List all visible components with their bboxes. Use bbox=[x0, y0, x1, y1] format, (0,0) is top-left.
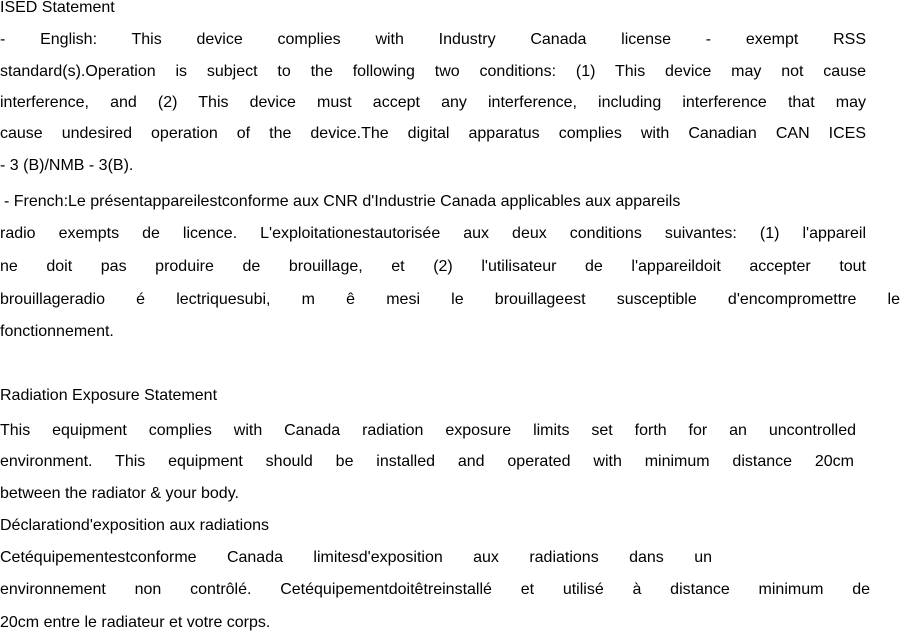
ised-english-line: standard(s).Operation is subject to the following two conditions: (1) This device may not cause bbox=[0, 63, 866, 80]
ised-french-line: - French:Le présentappareilestconforme aux CNR d'Industrie Canada applicables aux appareils bbox=[4, 193, 681, 210]
ised-french-line: ne doit pas produire de brouillage, et (2) l'utilisateur de l'appareildoit accepter tout bbox=[0, 258, 866, 275]
radiation-french-line: Cetéquipementestconforme Canada limitesd'exposition aux radiations dans un bbox=[0, 549, 712, 566]
ised-english-line: - 3 (B)/NMB - 3(B). bbox=[0, 157, 134, 174]
ised-french-line: brouillageradio é lectriquesubi, m ê mesi le brouillageest susceptible d'encompromettre le bbox=[0, 291, 900, 308]
ised-french-line: radio exempts de licence. L'exploitationestautorisée aux deux conditions suivantes: (1) l'appareil bbox=[0, 225, 866, 242]
radiation-english-line: This equipment complies with Canada radiation exposure limits set forth for an uncontrolled bbox=[0, 422, 856, 439]
radiation-french-heading: Déclarationd'exposition aux radiations bbox=[0, 517, 269, 534]
ised-french-line: fonctionnement. bbox=[0, 323, 114, 340]
radiation-english-line: between the radiator & your body. bbox=[0, 485, 239, 502]
ised-english-line: interference, and (2) This device must accept any interference, including interference that may bbox=[0, 94, 866, 111]
ised-heading: ISED Statement bbox=[0, 0, 115, 16]
radiation-french-line: 20cm entre le radiateur et votre corps. bbox=[0, 614, 271, 631]
radiation-heading: Radiation Exposure Statement bbox=[0, 387, 218, 404]
radiation-english-line: environment. This equipment should be installed and operated with minimum distance 20cm bbox=[0, 453, 854, 470]
radiation-french-line: environnement non contrôlé. Cetéquipementdoitêtreinstallé et utilisé à distance minimum de bbox=[0, 581, 870, 598]
ised-english-line: cause undesired operation of the device.The digital apparatus complies with Canadian CAN ICES bbox=[0, 125, 866, 142]
ised-english-line: - English: This device complies with Industry Canada license - exempt RSS bbox=[0, 31, 866, 48]
